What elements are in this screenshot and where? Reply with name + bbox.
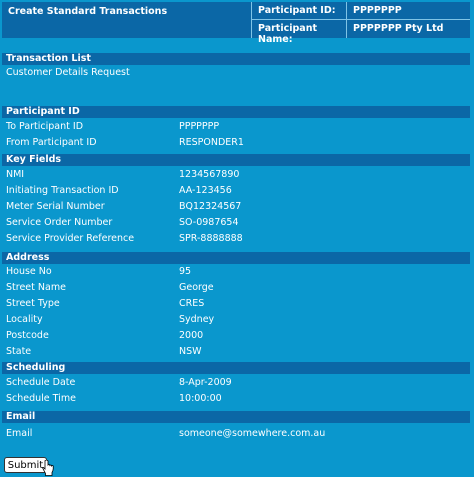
field-label: Meter Serial Number [6,201,105,212]
field-label: Locality [6,314,43,325]
field-label: Street Name [6,282,66,293]
field-label: Schedule Time [6,393,76,404]
section-participant-id: Participant ID [2,106,470,118]
field-value: 10:00:00 [179,393,222,404]
field-label: State [6,346,32,357]
field-label: NMI [6,169,25,180]
field-label: House No [6,266,52,277]
field-value: PPPPPPP [179,121,220,132]
participant-name-label: Participant Name: [252,20,347,38]
hand-pointer-icon [42,460,54,476]
field-value: BQ12324567 [179,201,242,212]
section-key-fields: Key Fields [2,154,470,166]
field-value: CRES [179,298,205,309]
field-label: Postcode [6,330,49,341]
field-label: Service Order Number [6,217,113,228]
field-value: George [179,282,214,293]
field-value: AA-123456 [179,185,232,196]
field-value: 1234567890 [179,169,240,180]
page-title: Create Standard Transactions [2,2,252,38]
field-value: 2000 [179,330,204,341]
transaction-item[interactable]: Customer Details Request [6,67,130,78]
field-value: 95 [179,266,192,277]
field-value: SPR-8888888 [179,233,243,244]
field-label: Email [6,428,33,439]
section-scheduling: Scheduling [2,362,470,374]
field-value: Sydney [179,314,215,325]
section-transaction-list: Transaction List [2,53,470,65]
page-header [2,2,470,45]
submit-button[interactable]: Submit [4,457,47,473]
section-email: Email [2,411,470,423]
field-label: To Participant ID [6,121,84,132]
field-label: From Participant ID [6,137,97,148]
field-label: Service Provider Reference [6,233,135,244]
participant-name-value: PPPPPPP Pty Ltd [353,23,444,34]
field-value: someone@somewhere.com.au [179,428,326,439]
participant-info [252,2,470,45]
field-label: Initiating Transaction ID [6,185,119,196]
participant-id-label: Participant ID: [252,2,347,19]
field-value: RESPONDER1 [179,137,244,148]
field-value: NSW [179,346,202,357]
field-label: Street Type [6,298,60,309]
participant-id-value: PPPPPPP [353,5,402,16]
field-value: SO-0987654 [179,217,239,228]
section-address: Address [2,252,470,264]
field-label: Schedule Date [6,377,76,388]
field-value: 8-Apr-2009 [179,377,232,388]
